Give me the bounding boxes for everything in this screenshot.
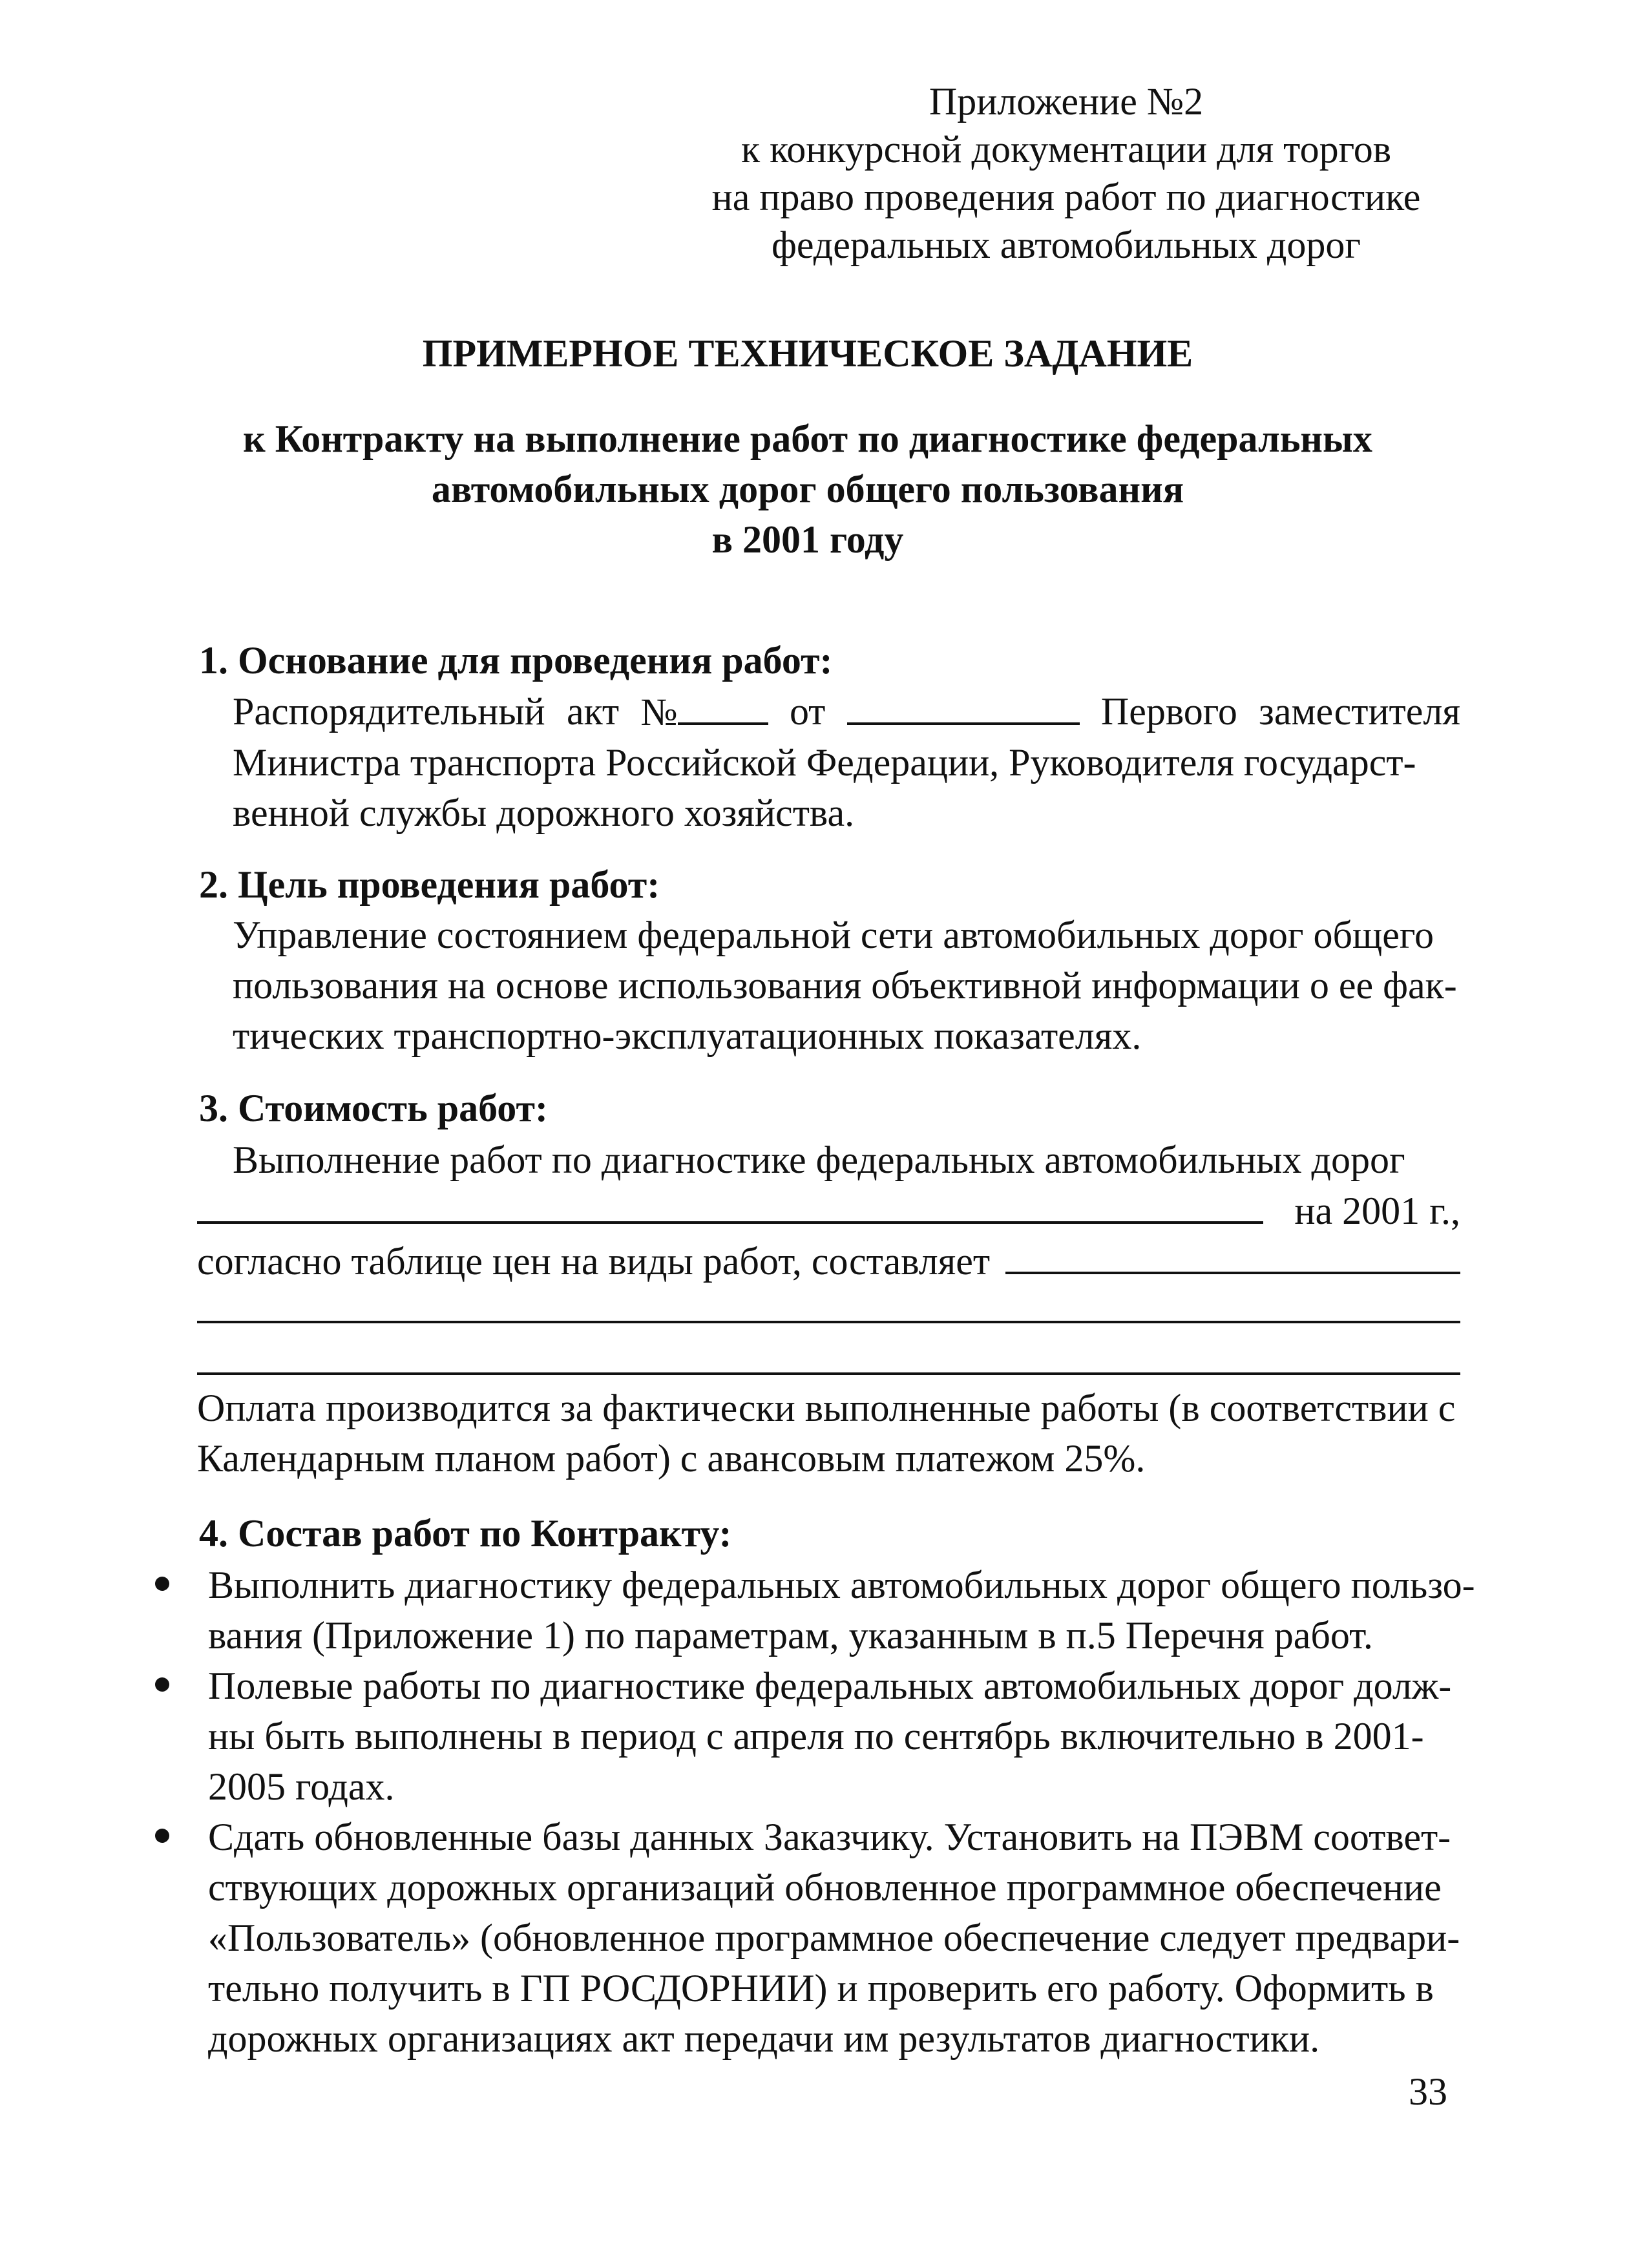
list-item <box>155 1812 1460 2064</box>
section-goal-text <box>233 910 1460 1061</box>
text-line: тических транспортно-эксплуатационных показателях. <box>233 1014 1142 1057</box>
text-line: согласно таблице цен на виды работ, составляет <box>197 1240 991 1283</box>
road-list-blank <box>197 1185 1263 1224</box>
payment-text <box>197 1383 1460 1484</box>
bullet-icon <box>155 1677 169 1692</box>
text-line: Оплата производится за фактически выполненные работы (в соответствии с <box>197 1387 1456 1429</box>
text-line: Выполнение работ по диагностике федеральных автомобильных дорог <box>233 1139 1405 1181</box>
text-word: заместителя <box>1259 690 1460 733</box>
section-cost-line1 <box>233 1135 1460 1185</box>
cost-amount-blank-line <box>197 1321 1460 1323</box>
list-item <box>155 1661 1460 1812</box>
text-line: ствующих дорожных организаций обновленное программное обеспечение <box>208 1866 1442 1909</box>
text-line: дорожных организациях акт передачи им результатов диагностики. <box>208 2017 1320 2060</box>
list-item-text <box>208 1560 1475 1661</box>
text-line: вания (Приложение 1) по параметрам, указанным в п.5 Перечня работ. <box>208 1614 1373 1657</box>
act-number-group <box>640 686 768 737</box>
cost-line2 <box>197 1185 1460 1236</box>
text-word: акт <box>566 690 620 733</box>
bullet-icon <box>155 1577 169 1591</box>
annex-header <box>685 78 1447 269</box>
annex-line: Приложение №2 <box>929 80 1204 123</box>
act-date-blank <box>847 686 1080 725</box>
section-heading-scope: 4. Состав работ по Контракту: <box>199 1512 732 1555</box>
section-heading-cost: 3. Стоимость работ: <box>199 1087 548 1129</box>
annex-line: федеральных автомобильных дорог <box>772 224 1361 266</box>
year-text: на 2001 г., <box>1294 1190 1460 1232</box>
page-number: 33 <box>1409 2070 1447 2113</box>
act-number-blank <box>678 686 768 725</box>
section-heading-goal: 2. Цель проведения работ: <box>199 863 660 906</box>
text-line: венной службы дорожного хозяйства. <box>233 792 855 834</box>
text-line: Сдать обновленные базы данных Заказчику. Установить на ПЭВМ соответ- <box>208 1816 1451 1858</box>
annex-line: на право проведения работ по диагностике <box>711 176 1421 218</box>
subtitle-line: к Контракту на выполнение работ по диагностике федеральных <box>243 417 1372 460</box>
document-subtitle <box>0 414 1615 565</box>
text-line: пользования на основе использования объективной информации о ее фак- <box>233 964 1457 1007</box>
text-line: 2005 годах. <box>208 1765 395 1808</box>
list-item-text <box>208 1812 1460 2064</box>
bullet-icon <box>155 1829 169 1843</box>
text-line: Полевые работы по диагностике федеральных автомобильных дорог долж- <box>208 1664 1452 1707</box>
text-word: Распорядительный <box>233 690 545 733</box>
cost-line3 <box>197 1235 1460 1286</box>
subtitle-line: в 2001 году <box>711 518 904 561</box>
text-line: ны быть выполнены в период с апреля по сентябрь включительно в 2001- <box>208 1715 1424 1758</box>
subtitle-line: автомобильных дорог общего пользования <box>431 468 1184 510</box>
text-line <box>233 686 1460 737</box>
section-heading-basis: 1. Основание для проведения работ: <box>199 639 833 682</box>
text-line: Управление состоянием федеральной сети автомобильных дорог общего <box>233 914 1434 956</box>
annex-line: к конкурсной документации для торгов <box>740 128 1392 171</box>
text-line: Календарным планом работ) с авансовым платежом 25%. <box>197 1437 1146 1480</box>
cost-amount-blank <box>1005 1235 1460 1274</box>
list-item <box>155 1560 1475 1661</box>
text-line: Министра транспорта Российской Федерации, Руководителя государст- <box>233 741 1416 784</box>
text-line: «Пользователь» (обновленное программное обеспечение следует предвари- <box>208 1916 1460 1959</box>
number-sign: № <box>640 691 678 733</box>
text-word: от <box>789 690 826 733</box>
text-word: Первого <box>1100 690 1237 733</box>
text-line: тельно получить в ГП РОСДОРНИИ) и проверить его работу. Оформить в <box>208 1967 1434 2010</box>
section-basis-text <box>233 686 1460 838</box>
document-title: ПРИМЕРНОЕ ТЕХНИЧЕСКОЕ ЗАДАНИЕ <box>422 332 1193 375</box>
text-line: Выполнить диагностику федеральных автомобильных дорог общего пользо- <box>208 1564 1475 1606</box>
cost-amount-blank-line <box>197 1372 1460 1375</box>
list-item-text <box>208 1661 1460 1812</box>
